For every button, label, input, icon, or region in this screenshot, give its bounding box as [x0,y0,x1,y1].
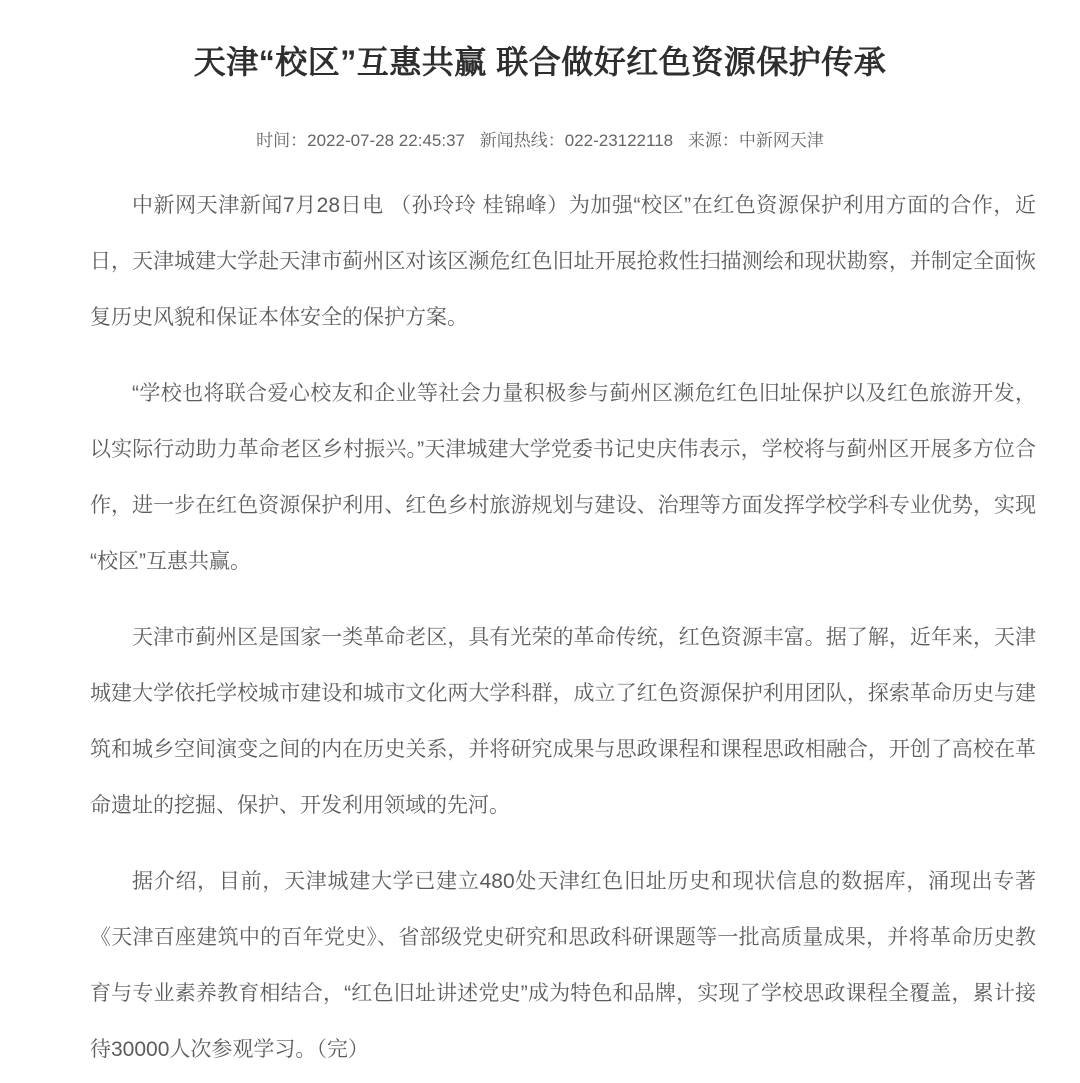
article-paragraph: 中新网天津新闻7月28日电 （孙玲玲 桂锦峰）为加强“校区”在红色资源保护利用方面的合作，近日，天津城建大学赴天津市蓟州区对该区濒危红色旧址开展抢救性扫描测绘和现状勘察，并制定全面恢复历史风貌和保证本体安全的保护方案。 [90,194,1036,329]
meta-time [256,131,465,150]
meta-hotline [480,131,673,150]
meta-hotline-label: 新闻热线： [479,131,565,150]
article-header [0,0,1080,154]
article-paragraph: 天津市蓟州区是国家一类革命老区，具有光荣的革命传统，红色资源丰富。据了解，近年来，天津城建大学依托学校城市建设和城市文化两大学科群，成立了红色资源保护利用团队，探索革命历史与建筑和城乡空间演变之间的内在历史关系，并将研究成果与思政课程和课程思政相融合，开创了高校在革命遗址的挖掘、保护、开发利用领域的先河。 [90,626,1036,817]
meta-time-value: 2022-07-28 22:45:37 [307,131,465,150]
meta-time-label: 时间： [256,131,308,150]
page-title: 天津“校区”互惠共赢 联合做好红色资源保护传承 [193,44,887,80]
meta-hotline-value: 022-23122118 [564,131,674,150]
meta-source-value: 中新网天津 [738,131,824,150]
meta-source [688,131,824,150]
article-meta-line [0,128,1080,154]
article-body [90,178,1036,1078]
article-paragraph: 据介绍，目前，天津城建大学已建立480处天津红色旧址历史和现状信息的数据库，涌现出专著《天津百座建筑中的百年党史》、省部级党史研究和思政科研课题等一批高质量成果，并将革命历史教育与专业素养教育相结合，“红色旧址讲述党史”成为特色和品牌，实现了学校思政课程全覆盖，累计接待30000人次参观学习。（完） [90,870,1036,1061]
meta-source-label: 来源： [687,131,739,150]
article-paragraph: “学校也将联合爱心校友和企业等社会力量积极参与蓟州区濒危红色旧址保护以及红色旅游开发，以实际行动助力革命老区乡村振兴。”天津城建大学党委书记史庆伟表示，学校将与蓟州区开展多方位合作，进一步在红色资源保护利用、红色乡村旅游规划与建设、治理等方面发挥学校学科专业优势，实现“校区”互惠共赢。 [90,382,1036,573]
